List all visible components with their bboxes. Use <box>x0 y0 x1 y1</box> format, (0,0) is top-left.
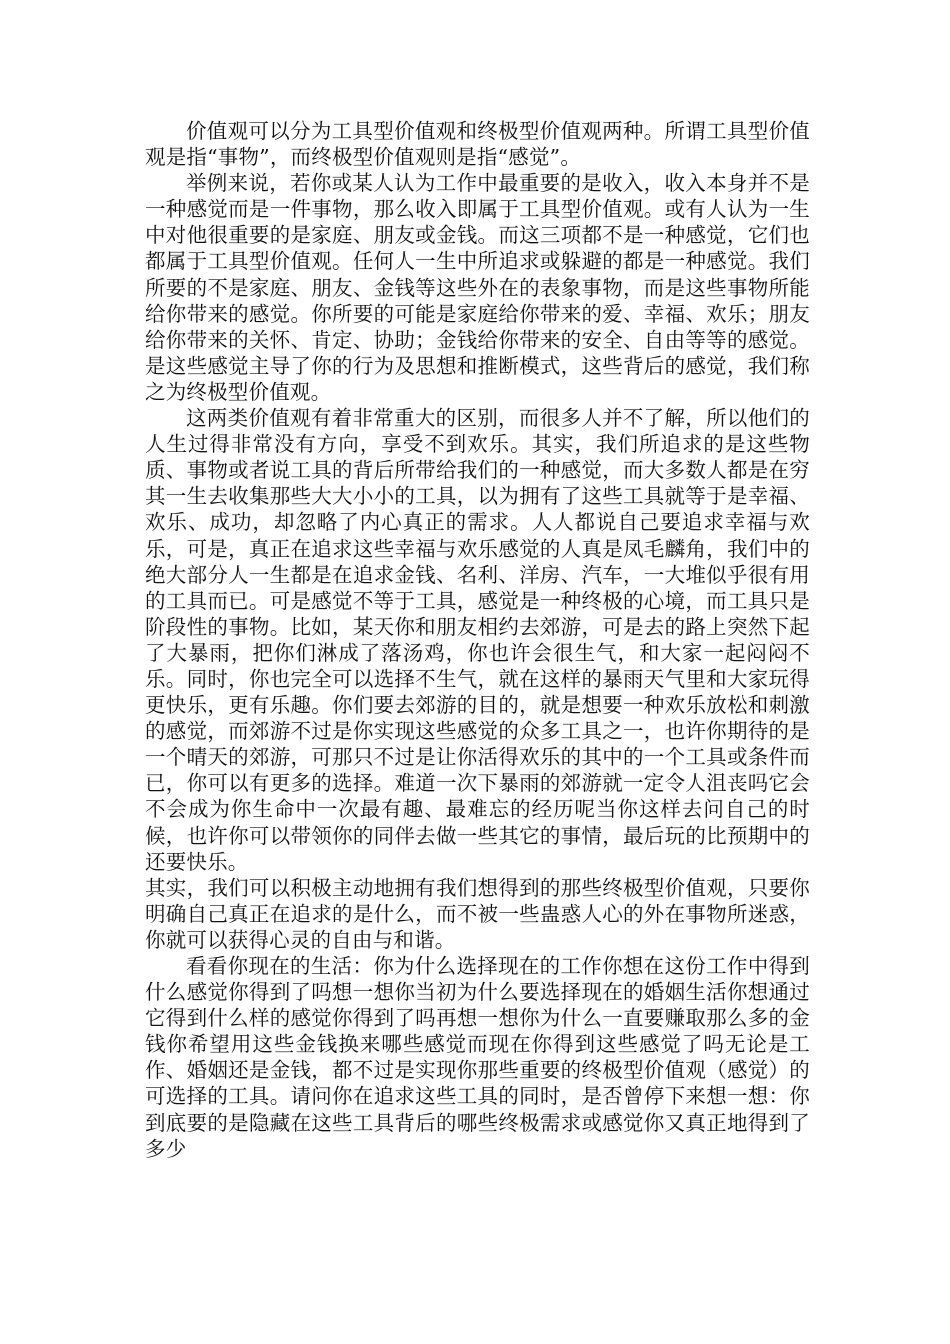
paragraph-example: 举例来说，若你或某人认为工作中最重要的是收入，收入本身并不是一种感觉而是一件事物，那么收入即属于工具型价值观。或有人认为一生中对他很重要的是家庭、朋友或金钱。而这三项都不是一种感觉，它们也都属于工具型价值观。任何人一生中所追求或躲避的都是一种感觉。我们所要的不是家庭、朋友、金钱等这些外在的表象事物，而是这些事物所能给你带来的感觉。你所要的可能是家庭给你带来的爱、幸福、欢乐；朋友给你带来的关怀、肯定、协助；金钱给你带来的安全、自由等等的感觉。是这些感觉主导了你的行为及思想和推断模式，这些背后的感觉，我们称之为终极型价值观。 <box>145 171 810 404</box>
paragraph-difference: 这两类价值观有着非常重大的区别，而很多人并不了解，所以他们的人生过得非常没有方向，享受不到欢乐。其实，我们所追求的是这些物质、事物或者说工具的背后所带给我们的一种感觉，而大多数人都是在穷其一生去收集那些大大小小的工具，以为拥有了这些工具就等于是幸福、欢乐、成功，却忽略了内心真正的需求。人人都说自己要追求幸福与欢乐，可是，真正在追求这些幸福与欢乐感觉的人真是凤毛麟角，我们中的绝大部分人一生都是在追求金钱、名利、洋房、汽车，一大堆似乎很有用的工具而已。可是感觉不等于工具，感觉是一种终极的心境，而工具只是阶段性的事物。比如，某天你和朋友相约去郊游，可是去的路上突然下起了大暴雨，把你们淋成了落汤鸡，你也许会很生气，和大家一起闷闷不乐。同时，你也完全可以选择不生气，就在这样的暴雨天气里和大家玩得更快乐，更有乐趣。你们要去郊游的目的，就是想要一种欢乐放松和刺激的感觉，而郊游不过是你实现这些感觉的众多工具之一，也许你期待的是一个晴天的郊游，可那只不过是让你活得欢乐的其中的一个工具或条件而已，你可以有更多的选择。难道一次下暴雨的郊游就一定令人沮丧吗它会不会成为你生命中一次最有趣、最难忘的经历呢当你这样去问自己的时候，也许你可以带领你的同伴去做一些其它的事情，最后玩的比预期中的还要快乐。 <box>145 406 810 874</box>
paragraph-conclusion: 其实，我们可以积极主动地拥有我们想得到的那些终极型价值观，只要你明确自己真正在追求的是什么，而不被一些蛊惑人心的外在事物所迷惑，你就可以获得心灵的自由与和谐。 <box>145 875 810 952</box>
paragraph-reflection: 看看你现在的生活：你为什么选择现在的工作你想在这份工作中得到什么感觉你得到了吗想一想你当初为什么要选择现在的婚姻生活你想通过它得到什么样的感觉你得到了吗再想一想你为什么一直要赚取那么多的金钱你希望用这些金钱换来哪些感觉而现在你得到这些感觉了吗无论是工作、婚姻还是金钱，都不过是实现你那些重要的终极型价值观（感觉）的可选择的工具。请问你在追求这些工具的同时，是否曾停下来想一想：你到底要的是隐藏在这些工具背后的哪些终极需求或感觉你又真正地得到了多少 <box>145 954 810 1161</box>
document-page <box>145 118 810 1162</box>
paragraph-value-types: 价值观可以分为工具型价值观和终极型价值观两种。所谓工具型价值观是指“事物”，而终极型价值观则是指“感觉”。 <box>145 119 810 170</box>
